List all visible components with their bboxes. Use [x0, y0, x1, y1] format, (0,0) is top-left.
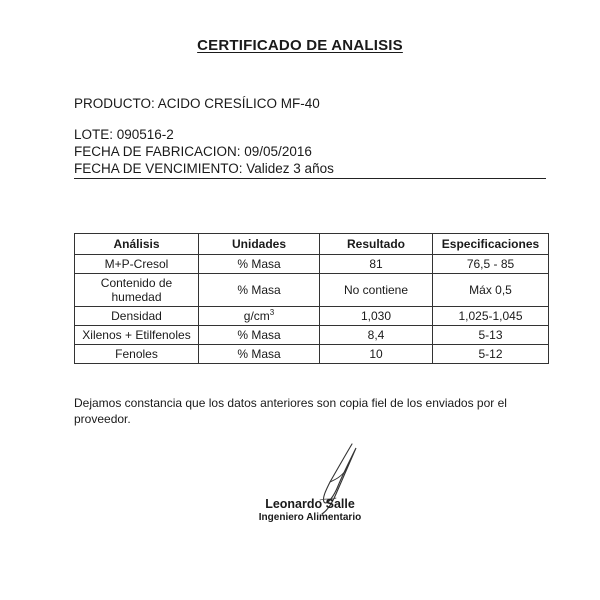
manufacture-date-line: FECHA DE FABRICACION: 09/05/2016	[74, 144, 312, 159]
table-row	[75, 255, 549, 274]
table-row	[75, 307, 549, 326]
header-unidades: Unidades	[199, 234, 320, 255]
expiry-line: FECHA DE VENCIMIENTO: Validez 3 años	[74, 161, 334, 176]
header-resultado: Resultado	[320, 234, 433, 255]
header-analisis: Análisis	[75, 234, 199, 255]
cell-analisis: M+P-Cresol	[75, 255, 199, 274]
cell-unidades: % Masa	[199, 274, 320, 307]
cell-unidades: % Masa	[199, 326, 320, 345]
signer-role: Ingeniero Alimentario	[258, 512, 362, 523]
cell-unidades	[199, 307, 320, 326]
cell-resultado: 10	[320, 345, 433, 364]
header-divider	[74, 178, 546, 179]
cell-resultado: 81	[320, 255, 433, 274]
cell-especificaciones: 1,025-1,045	[433, 307, 549, 326]
document-title: CERTIFICADO DE ANALISIS	[197, 37, 403, 54]
cell-unidades: % Masa	[199, 255, 320, 274]
signer-name: Leonardo Salle	[265, 497, 355, 511]
cell-analisis: Fenoles	[75, 345, 199, 364]
table-row	[75, 345, 549, 364]
lot-line: LOTE: 090516-2	[74, 127, 174, 142]
statement-text: Dejamos constancia que los datos anteriores son copia fiel de los enviados por el proveedor.	[74, 396, 507, 426]
table-row	[75, 326, 549, 345]
analysis-table	[74, 233, 549, 364]
cell-especificaciones: 76,5 - 85	[433, 255, 549, 274]
cell-especificaciones: 5-13	[433, 326, 549, 345]
cell-resultado: 8,4	[320, 326, 433, 345]
cell-analisis: Contenido de humedad	[75, 274, 199, 307]
cell-especificaciones: Máx 0,5	[433, 274, 549, 307]
cell-unidades: % Masa	[199, 345, 320, 364]
cell-resultado: No contiene	[320, 274, 433, 307]
header-especificaciones: Especificaciones	[433, 234, 549, 255]
unit-text: g/cm	[243, 309, 270, 323]
product-line: PRODUCTO: ACIDO CRESÍLICO MF-40	[74, 96, 320, 111]
cell-resultado: 1,030	[320, 307, 433, 326]
unit-superscript: 3	[269, 308, 275, 317]
table-header-row	[75, 234, 549, 255]
table-row	[75, 274, 549, 307]
cell-analisis: Xilenos + Etilfenoles	[75, 326, 199, 345]
cell-analisis: Densidad	[75, 307, 199, 326]
cell-especificaciones: 5-12	[433, 345, 549, 364]
